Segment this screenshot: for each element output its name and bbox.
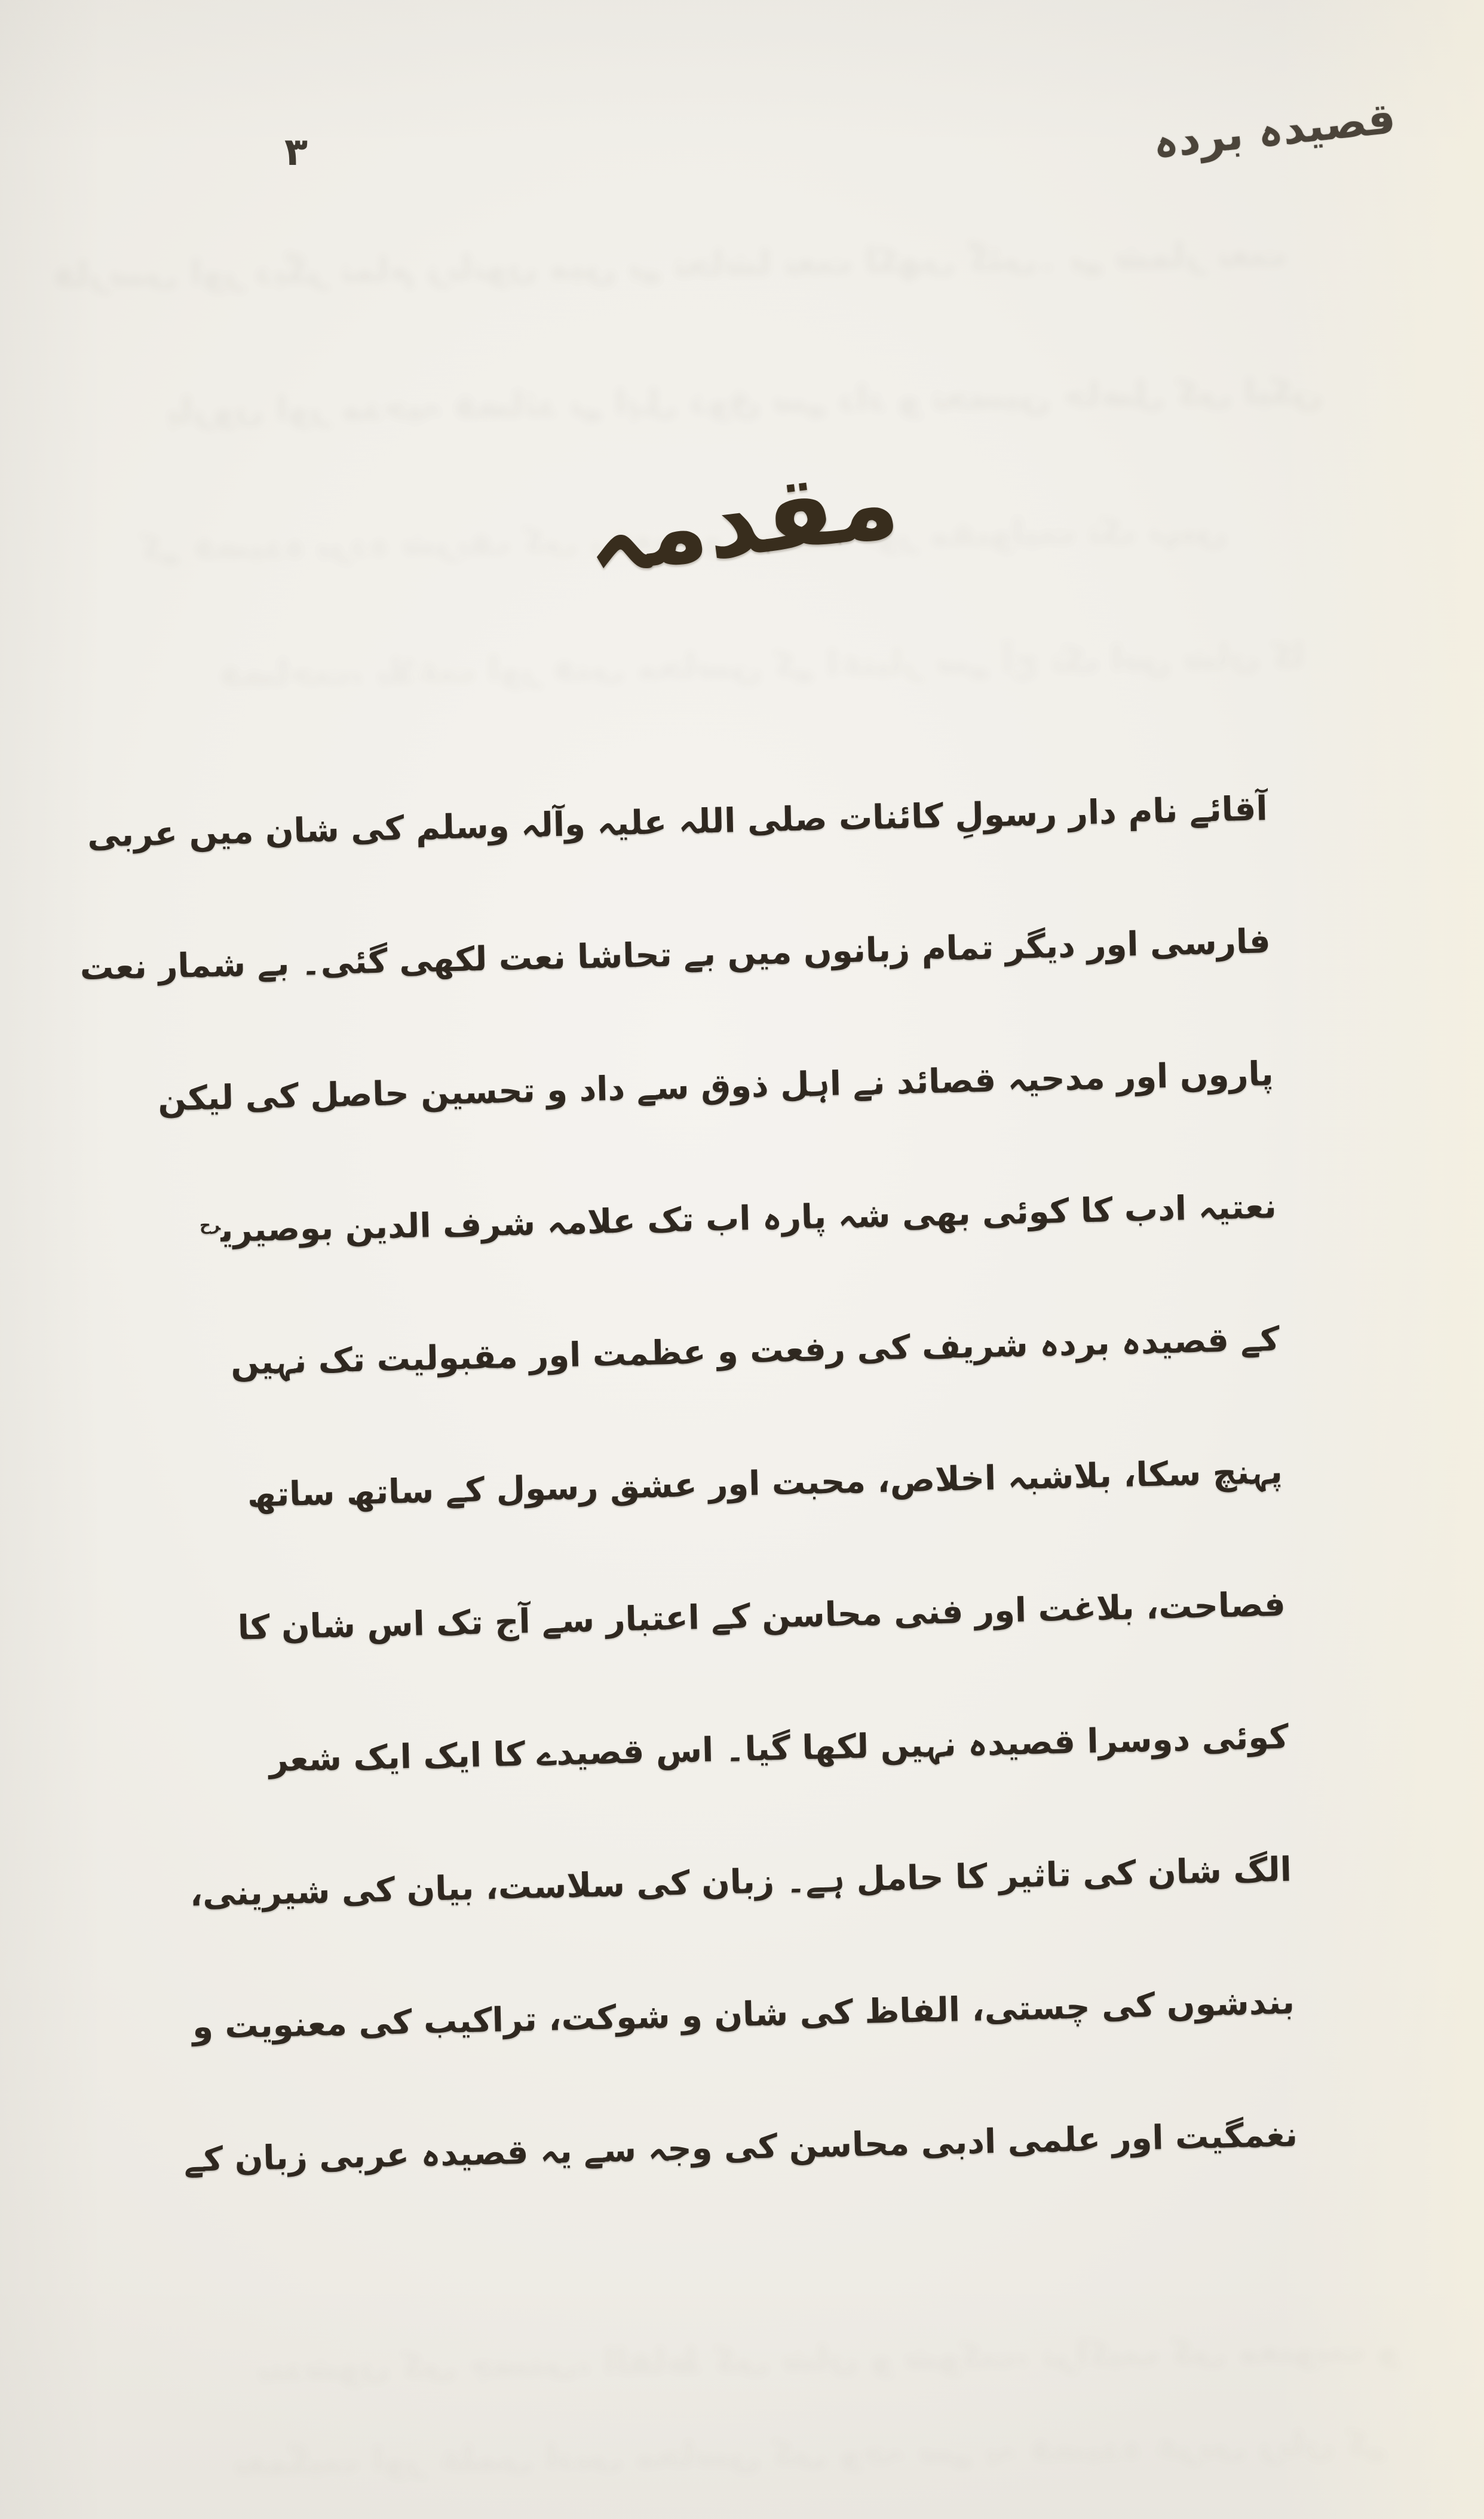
body-line-9: الگ شان کی تاثیر کا حامل ہے۔ زبان کی سلاست، بیان کی شیرینی، <box>189 1850 1292 1914</box>
honorific-superscript: رح <box>199 1216 221 1235</box>
body-line-1: آقائے نام دار رسولِ کائنات صلی اللہ علیہ وآلہ وسلم کی شان میں عربی <box>87 789 1268 855</box>
body-line-2: فارسی اور دیگر تمام زبانوں میں بے تحاشا نعت لکھی گئی۔ بے شمار نعت <box>79 922 1271 988</box>
body-line-7: فصاحت، بلاغت اور فنی محاسن کے اعتبار سے آج تک اس شان کا <box>237 1585 1286 1648</box>
body-line-8: کوئی دوسرا قصیدہ نہیں لکھا گیا۔ اس قصیدے کا ایک ایک شعر <box>268 1717 1289 1780</box>
ghost-showthrough-text: پاروں اور مدحیہ قصائد نے اہل ذوق سے داد و تحسین حاصل کی لیکن <box>166 370 1323 431</box>
body-line-4 <box>199 1141 1278 1296</box>
body-line-6: پہنچ سکا، بلاشبہ اخلاص، محبت اور عشق رسول کے ساتھ ساتھ <box>247 1452 1283 1515</box>
ghost-showthrough-text <box>219 635 1305 694</box>
body-line-3: پاروں اور مدحیہ قصائد نے اہل ذوق سے داد و تحسین حاصل کی لیکن <box>157 1054 1274 1119</box>
body-line-10: بندشوں کی چستی، الفاظ کی شان و شوکت، تراکیب کی معنویت و <box>192 1982 1295 2047</box>
body-text-block <box>79 743 1299 2224</box>
running-head-book-title: قصیدہ بردہ <box>1150 92 1398 168</box>
ghost-showthrough-text <box>233 2422 1387 2483</box>
chapter-title: مقدمہ <box>579 442 905 597</box>
body-line-11: نغمگیت اور علمی ادبی محاسن کی وجہ سے یہ قصیدہ عربی زبان کے <box>183 2115 1298 2180</box>
ghost-showthrough-text: فارسی اور دیگر تمام زبانوں میں بے تحاشا نعت لکھی گئی۔ بے شمار نعت <box>53 232 1287 296</box>
ghost-showthrough-text <box>257 2327 1399 2388</box>
body-line-4-text: نعتیہ ادب کا کوئی بھی شہ پارہ اب تک علامہ شرف الدین بوصیری <box>220 1187 1277 1251</box>
page-number: ۳ <box>284 130 308 174</box>
body-line-5: کے قصیدہ بردہ شریف کی رفعت و عظمت اور مقبولیت تک نہیں <box>230 1319 1280 1383</box>
